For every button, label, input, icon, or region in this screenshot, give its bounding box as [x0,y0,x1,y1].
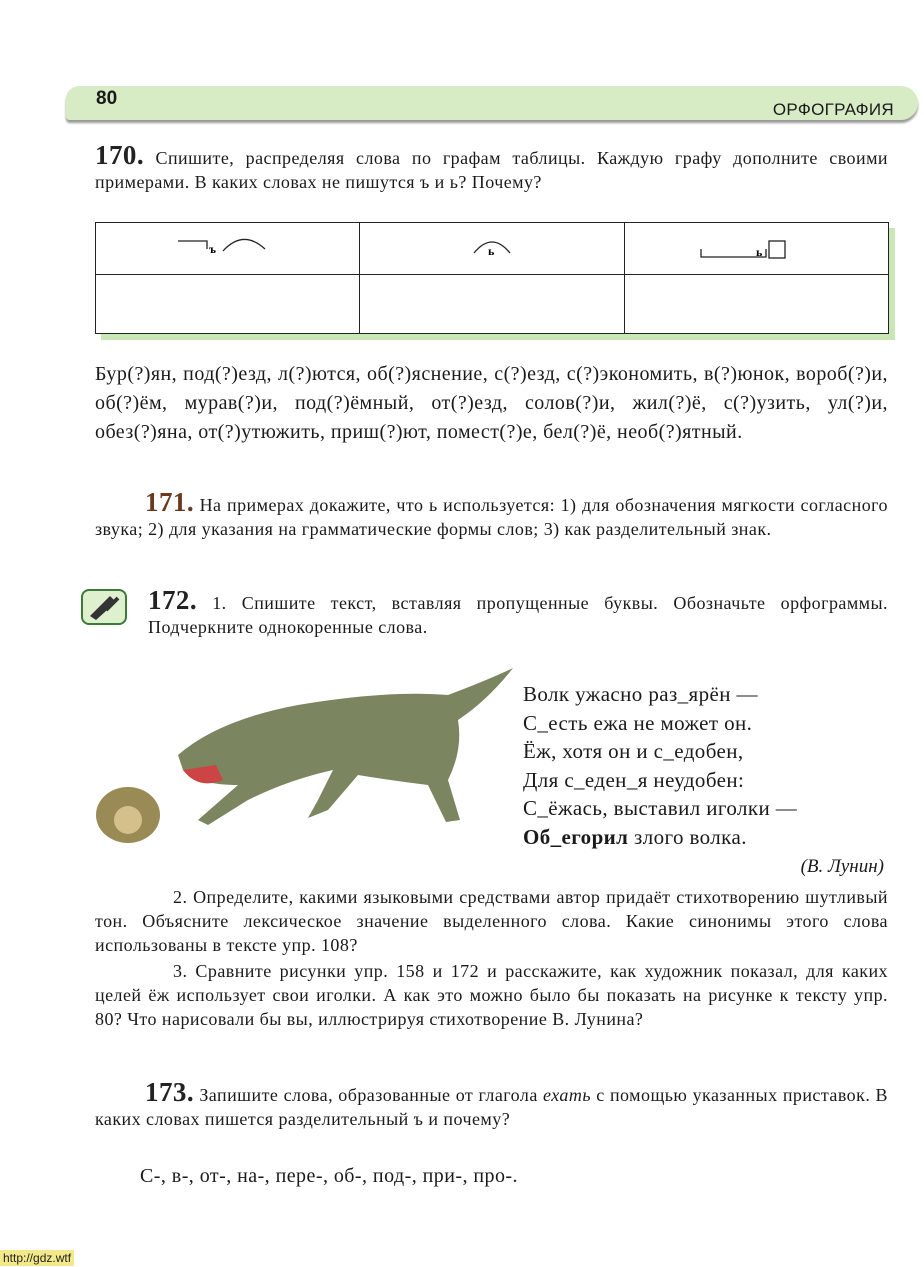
poem-line: Для с_еден_я неудобен: [523,767,745,792]
svg-text:ь: ь [487,244,495,258]
svg-text:ъ: ъ [208,242,216,256]
orthography-table [95,222,889,334]
pencil-task-icon [80,588,130,628]
prefix-root-scheme-icon [173,231,283,261]
table-cell [360,275,624,334]
exercise-number: 172. [148,585,198,615]
root-scheme-icon [462,231,522,261]
table-head-root [360,223,624,275]
poem-line [523,823,797,852]
prefix-list: С-, в-, от-, на-, пере-, об-, под-, при-, про-. [140,1165,518,1187]
table-cell [624,275,888,334]
poem [523,680,797,851]
highlighted-word: Об_егорил [523,824,629,849]
exercise-170 [95,140,889,194]
table-head-stem-ending [624,223,888,275]
table-head-prefix-root [96,223,360,275]
exercise-text: 1. Спишите текст, вставляя пропущенные буквы. Обозначьте орфограммы. Подчеркните однокоренные слова. [148,593,889,637]
exercise-173 [95,1077,888,1131]
exercise-171 [95,487,888,541]
exercise-number: 171. [145,487,195,517]
exercise-number: 170. [95,140,145,170]
word-list: Бур(?)ян, под(?)езд, л(?)ются, об(?)яснение, с(?)езд, с(?)экономить, в(?)юнок, вороб(?)и, об(?)ём, мурав(?)и, под(?)ёмный, от(?)езд, солов(?)и, жил(?)ё, с(?)узить, ул(?)и, обез(?)яна, от(?)утюжить, приш(?)ют, помест(?)е, бел(?)ё, необ(?)ятный. [95,363,888,443]
task-2: 2. Определите, какими языковыми средствами автор придаёт стихотворению шутливый тон. Объясните лексическое значение выделенного слова. Какие синонимы этого слова использованы в тексте упр. 108? [95,887,888,955]
verb: ехать [543,1085,591,1105]
exercise-172 [148,585,889,639]
poem-line-rest: злого волка. [628,824,747,849]
poem-line: Ёж, хотя он и с_едобен, [523,739,744,763]
page-number: 80 [96,88,118,109]
table-cell [96,275,360,334]
poem-line: С_ёжась, выставил иголки — [523,796,798,820]
poem-line: С_есть ежа не может он. [523,710,753,735]
task-3: 3. Сравните рисунки упр. 158 и 172 и расскажите, как художник показал, для каких целей ёж использует свои иголки. А как это можно было бы показать на рисунке к тексту упр. 80? Что нарисовали бы вы, иллюстрируя стихотворение В. Лунина? [95,961,888,1029]
exercise-text: Спишите, распределяя слова по графам таблицы. Каждую графу дополните своими примерами. В каких словах не пишутся ъ и ь? Почему? [95,148,889,192]
exercise-number: 173. [145,1077,195,1107]
poem-line: Волк ужасно раз_ярён — [523,682,758,706]
exercise-text: Запишите слова, образованные от глагола [199,1085,544,1105]
svg-text:ь: ь [756,245,763,259]
exercise-text: На примерах докажите, что ь используется: 1) для обозначения мягкости согласного звука; 2) для указания на грамматические формы слов; 3) как разделительный знак. [95,495,888,539]
section-title: ОРФОГРАФИЯ [772,100,894,119]
exercise-text: с помощью указанных приставок. В каких словах пишется разделительный ъ и почему? [95,1085,888,1129]
poem-author: (В. Лунин) [800,856,884,877]
watermark-link[interactable]: http://gdz.wtf [0,1250,74,1266]
wolf-and-hedgehog-illustration [88,660,518,850]
stem-ending-scheme-icon [696,231,816,261]
